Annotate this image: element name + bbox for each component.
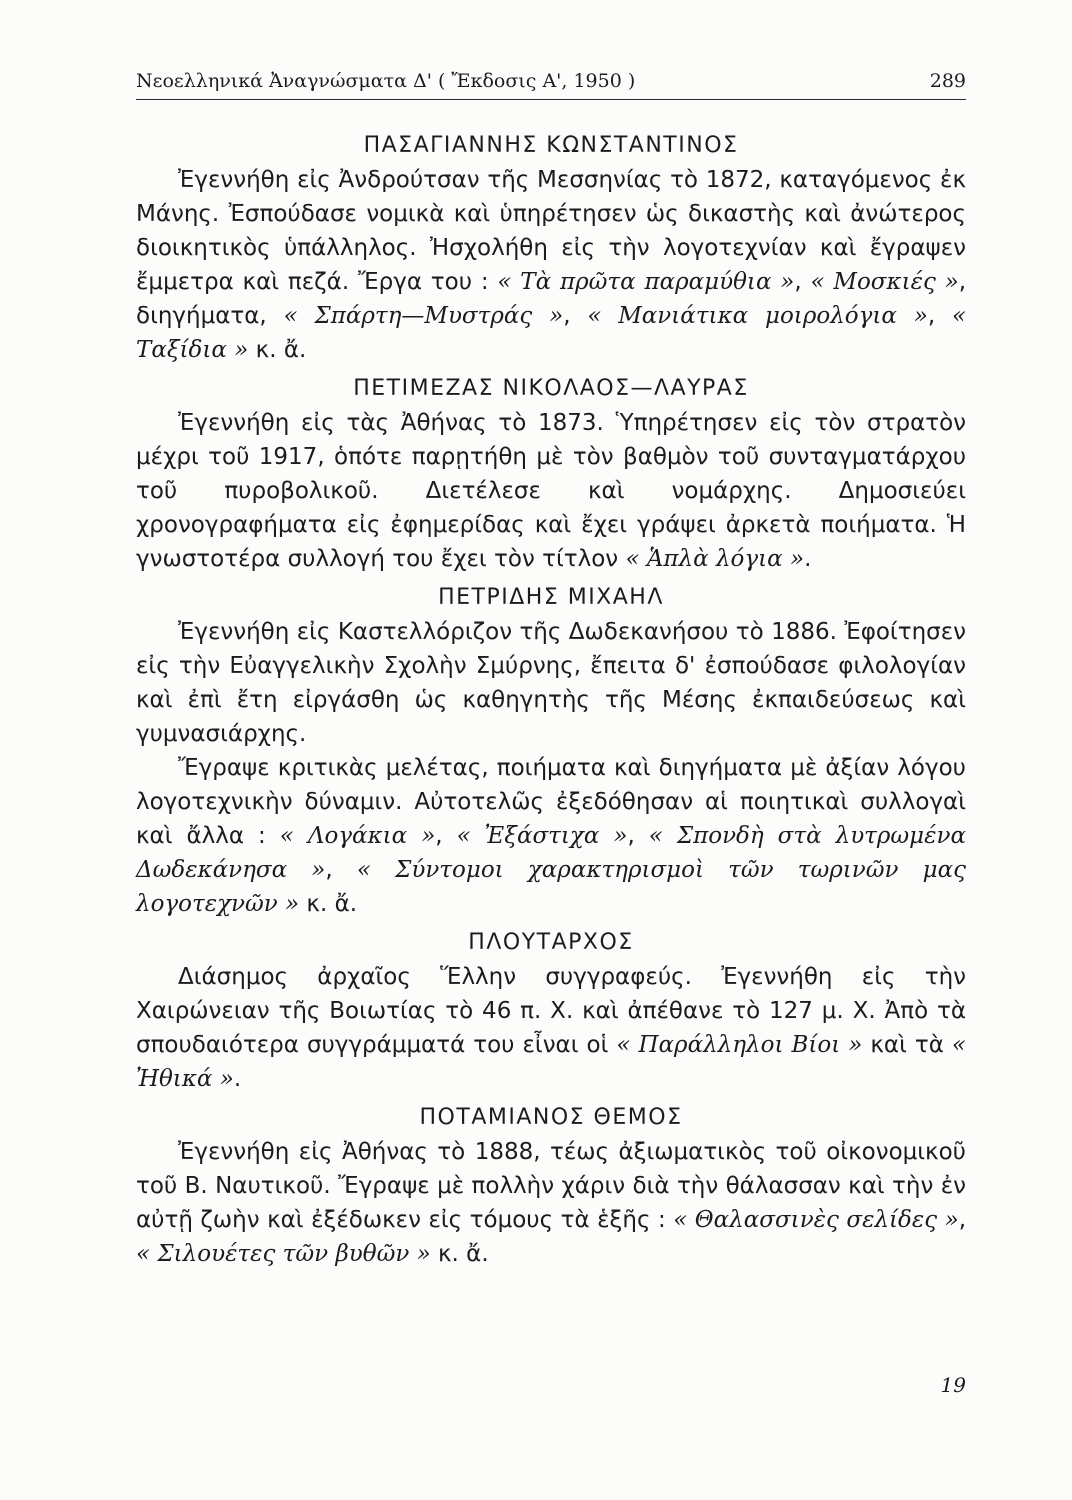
biography-list	[136, 128, 966, 1271]
separator: ,	[958, 1207, 966, 1233]
separator: , διηγήματα,	[136, 269, 967, 329]
separator: ,	[627, 823, 649, 849]
work-title: « Μανιάτικα μοιρολόγια »	[587, 303, 928, 329]
biography-entry	[136, 925, 966, 1096]
entry-paragraph	[136, 163, 966, 367]
running-header	[136, 70, 966, 100]
entry-name: ΠΛΟΥΤΑΡΧΟΣ	[468, 930, 634, 955]
biography-entry	[136, 580, 966, 921]
entry-text: Ἔγραψε κριτικὰς μελέτας, ποιήματα καὶ διηγήματα μὲ ἀξίαν λόγου λογοτεχνικὴν δύναμιν. Αὐτοτελῶς ἐξεδόθησαν αἱ ποιητικαὶ συλλογαὶ καὶ ἄλλα :	[136, 755, 966, 849]
entry-text: Ἐγεννήθη εἰς τὰς Ἀθήνας τὸ 1873. Ὑπηρέτησεν εἰς τὸν στρατὸν μέχρι τοῦ 1917, ὁπότε παρῃτήθη μὲ τὸν βαθμὸν τοῦ συνταγματάρχου τοῦ πυροβολικοῦ. Διετέλεσε καὶ νομάρχης. Δημοσιεύει χρονογραφήματα εἰς ἐφημερίδας καὶ ἔχει γράψει ἀρκετὰ ποιήματα. Ἡ γνωστοτέρα συλλογή του ἔχει τὸν τίτλον	[136, 410, 966, 572]
header-book-title: Νεοελληνικά Ἀναγνώσματα Δ' ( Ἔκδοσις Α', 1950 )	[136, 70, 636, 92]
entry-text: Ἐγεννήθη εἰς Ἀθήνας τὸ 1888, τέως ἀξιωματικὸς τοῦ οἰκονομικοῦ τοῦ Β. Ναυτικοῦ. Ἔγραψε μὲ πολλὴν χάριν διὰ τὴν θάλασσαν καὶ τὴν ἐν αὐτῇ ζωὴν καὶ ἐξέδωκεν εἰς τόμους τὰ ἑξῆς :	[136, 1139, 966, 1233]
entry-name: ΠΕΤΡΙΔΗΣ ΜΙΧΑΗΛ	[438, 585, 664, 610]
separator: κ. ἄ.	[248, 337, 307, 363]
separator: καὶ τὰ	[862, 1032, 952, 1058]
entry-name: ΠΕΤΙΜΕΖΑΣ ΝΙΚΟΛΑΟΣ—ΛΑΥΡΑΣ	[353, 376, 749, 401]
entry-text: Διάσημος ἀρχαῖος Ἕλλην συγγραφεύς. Ἐγεννήθη εἰς τὴν Χαιρώνειαν τῆς Βοιωτίας τὸ 46 π. Χ. καὶ ἀπέθανε τὸ 127 μ. Χ. Ἀπὸ τὰ σπουδαιότερα συγγράμματά του εἶναι οἱ	[136, 964, 966, 1058]
separator: ,	[435, 823, 457, 849]
separator: .	[804, 546, 812, 572]
page-number: 289	[929, 70, 966, 92]
work-title: « Ἐξάστιχα »	[456, 823, 628, 849]
separator: ,	[927, 303, 952, 329]
entry-paragraph	[136, 1135, 966, 1271]
work-title: « Σιλουέτες τῶν βυθῶν »	[136, 1241, 431, 1267]
entry-paragraph	[136, 960, 966, 1096]
work-title: « Μοσκιές »	[810, 269, 959, 295]
biography-entry	[136, 128, 966, 367]
work-title: « Παράλληλοι Βίοι »	[616, 1032, 863, 1058]
work-title: « Σπάρτη—Μυστράς »	[283, 303, 564, 329]
work-title: « Σπονδὴ στὰ λυτρωμένα Δωδεκάνησα »	[136, 823, 966, 883]
separator: ,	[794, 269, 811, 295]
entry-paragraph	[136, 751, 966, 921]
biography-entry	[136, 1100, 966, 1271]
entry-name: ΠΑΣΑΓΙΑΝΝΗΣ ΚΩΝΣΤΑΝΤΙΝΟΣ	[363, 133, 739, 158]
work-title: « Ἁπλὰ λόγια »	[625, 546, 805, 572]
header-rule	[136, 99, 966, 100]
biography-entry	[136, 371, 966, 576]
work-title: « Λογάκια »	[279, 823, 436, 849]
separator: κ. ἄ.	[430, 1241, 489, 1267]
work-title: « Ἠθικά »	[136, 1032, 966, 1092]
entry-name: ΠΟΤΑΜΙΑΝΟΣ ΘΕΜΟΣ	[419, 1105, 683, 1130]
work-title: « Ταξίδια »	[136, 303, 967, 363]
separator: ,	[563, 303, 588, 329]
entry-paragraph	[136, 406, 966, 576]
work-title: « Σύντομοι χαρακτηρισμοὶ τῶν τωρινῶν μας λογοτεχνῶν »	[136, 857, 967, 917]
entry-paragraph: Ἐγεννήθη εἰς Καστελλόριζον τῆς Δωδεκανήσου τὸ 1886. Ἐφοίτησεν εἰς τὴν Εὐαγγελικὴν Σχολὴν Σμύρνης, ἔπειτα δ' ἐσπούδασε φιλολογίαν καὶ ἐπὶ ἔτη εἰργάσθη ὡς καθηγητὴς τῆς Μέσης ἐκπαιδεύσεως καὶ γυμνασιάρχης.	[136, 619, 966, 747]
work-title: « Τὰ πρῶτα παραμύθια »	[497, 269, 795, 295]
separator: .	[233, 1066, 242, 1092]
separator: ,	[325, 857, 357, 883]
separator: κ. ἄ.	[299, 891, 358, 917]
entry-text: Ἐγεννήθη εἰς Ἀνδρούτσαν τῆς Μεσσηνίας τὸ 1872, καταγόμενος ἐκ Μάνης. Ἐσπούδασε νομικὰ καὶ ὑπηρέτησεν ὡς δικαστὴς καὶ ἀνώτερος διοικητικὸς ὑπάλληλος. Ἠσχολήθη εἰς τὴν λογοτεχνίαν καὶ ἔγραψεν ἔμμετρα καὶ πεζά. Ἔργα του :	[136, 167, 966, 295]
signature-mark: 19	[940, 1373, 966, 1397]
work-title: « Θαλασσινὲς σελίδες »	[673, 1207, 959, 1233]
